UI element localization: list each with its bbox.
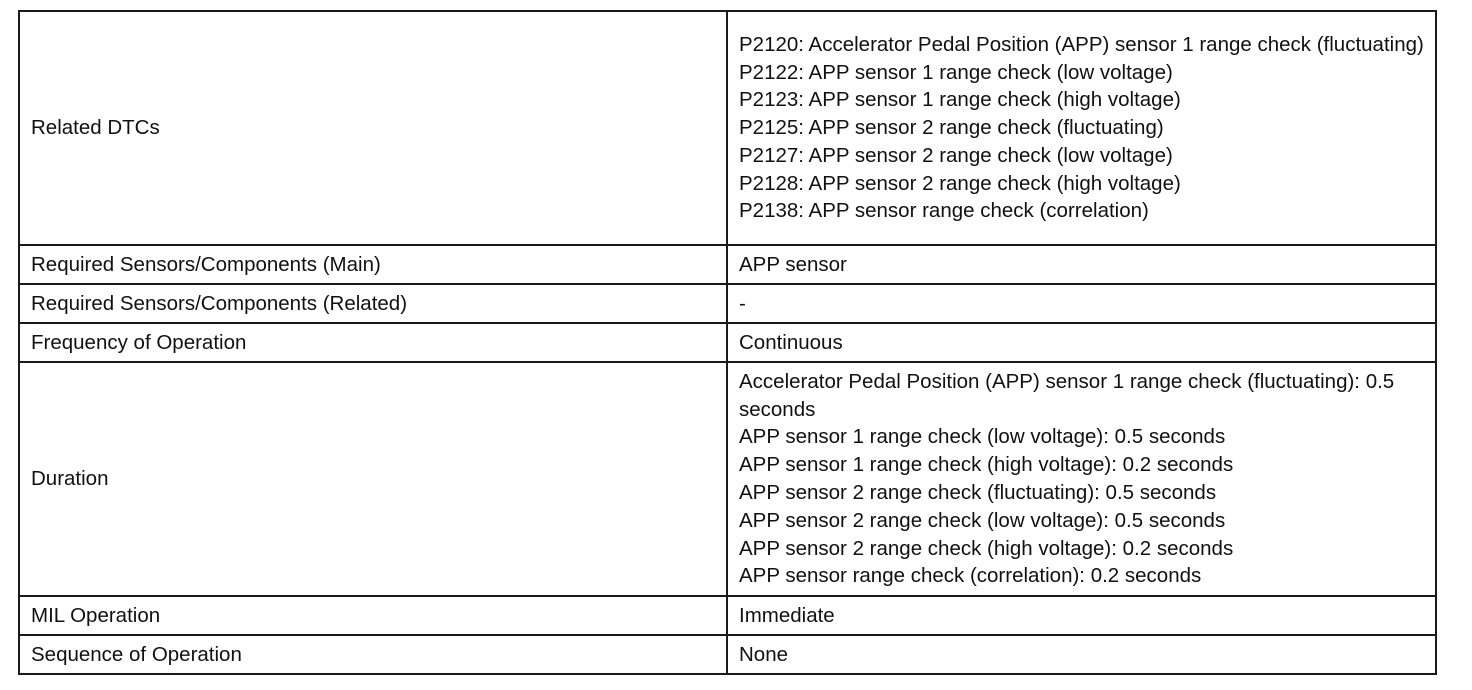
duration-item: APP sensor 2 range check (high voltage): 0.2 seconds xyxy=(739,536,1234,560)
dtc-item: P2123: APP sensor 1 range check (high voltage) xyxy=(739,88,1181,112)
monitor-spec-table xyxy=(18,10,1437,675)
duration-item: Accelerator Pedal Position (APP) sensor 1 range check (fluctuating): 0.5 seconds xyxy=(739,369,1395,421)
row-value: APP sensor xyxy=(727,245,1436,284)
row-label: Duration xyxy=(19,362,727,596)
duration-item: APP sensor 2 range check (fluctuating): 0.5 seconds xyxy=(739,481,1217,504)
row-value: Immediate xyxy=(727,596,1436,635)
table-row-mil-operation xyxy=(19,596,1436,635)
duration-item: APP sensor range check (correlation): 0.2 seconds xyxy=(739,564,1202,588)
duration-item: APP sensor 1 range check (low voltage): 0.5 seconds xyxy=(739,425,1226,449)
row-label: Related DTCs xyxy=(19,11,727,245)
dtc-item: P2122: APP sensor 1 range check (low voltage) xyxy=(739,60,1173,84)
table-row-sequence xyxy=(19,635,1436,674)
row-label: MIL Operation xyxy=(19,596,727,635)
dtc-item: P2125: APP sensor 2 range check (fluctuating) xyxy=(739,116,1164,140)
table-row-duration xyxy=(19,362,1436,596)
table-row-required-related xyxy=(19,284,1436,323)
table-row-frequency xyxy=(19,323,1436,362)
dtc-item: P2120: Accelerator Pedal Position (APP) sensor 1 range check (fluctuating) xyxy=(739,32,1424,56)
duration-item: APP sensor 2 range check (low voltage): 0.5 seconds xyxy=(739,508,1226,532)
row-value xyxy=(727,11,1436,245)
row-label: Sequence of Operation xyxy=(19,635,727,674)
dtc-item: P2138: APP sensor range check (correlation) xyxy=(739,199,1149,223)
dtc-item: P2127: APP sensor 2 range check (low voltage) xyxy=(739,143,1173,167)
row-label: Required Sensors/Components (Related) xyxy=(19,284,727,323)
duration-item: APP sensor 1 range check (high voltage): 0.2 seconds xyxy=(739,453,1234,477)
row-label: Required Sensors/Components (Main) xyxy=(19,245,727,284)
row-value: None xyxy=(727,635,1436,674)
table-row-related-dtcs xyxy=(19,11,1436,245)
row-value: Continuous xyxy=(727,323,1436,362)
table-row-required-main xyxy=(19,245,1436,284)
row-value xyxy=(727,362,1436,596)
dtc-item: P2128: APP sensor 2 range check (high voltage) xyxy=(739,171,1181,195)
row-label: Frequency of Operation xyxy=(19,323,727,362)
row-value: - xyxy=(727,284,1436,323)
